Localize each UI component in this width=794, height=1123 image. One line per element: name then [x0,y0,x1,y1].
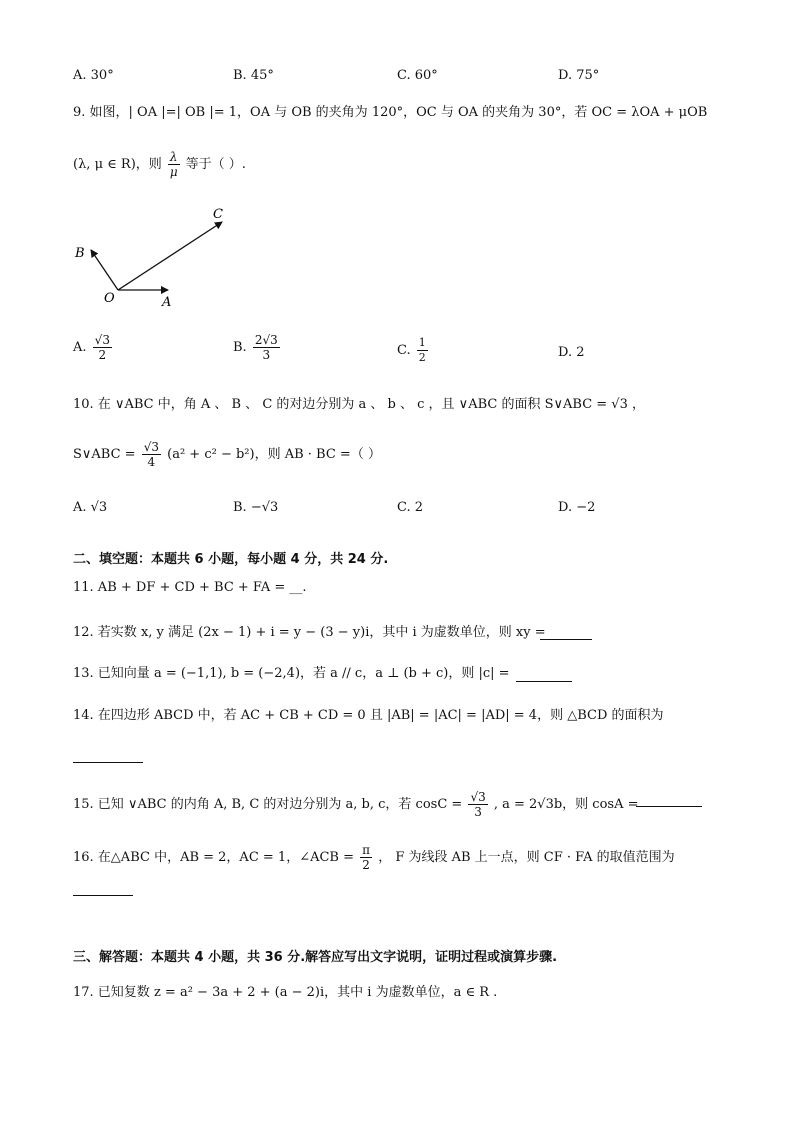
q8-option-b: B. 45° [233,68,274,83]
q16-stem-post: ， F 为线段 AB 上一点，则 CF · FA 的取值范围为 [378,850,675,865]
q9-option-a-label: A. [73,340,87,355]
q9-vector-figure [70,200,240,312]
q8-option-c: C. 60° [397,68,438,83]
section-3-heading: 三、解答题：本题共 4 小题，共 36 分.解答应写出文字说明，证明过程或演算步骤. [73,950,558,965]
q14-answer-blank [73,762,143,763]
q9-frac-num: λ [169,150,178,164]
q15-frac-num: √3 [470,790,486,804]
q15-fraction [468,790,487,819]
q10-option-d: D. −2 [558,500,596,515]
q9-option-c [397,336,430,365]
q9-option-b [233,333,282,362]
figure-label-a: A [162,295,172,310]
q9-fraction [168,150,180,179]
q16-answer-blank [73,895,133,896]
q9-option-a-frac [93,333,112,362]
q13-stem: 13. 已知向量 a = (−1,1), b = (−2,4)，若 a // c，a ⊥ (b + c)，则 |c| = [73,666,510,681]
q9-option-b-label: B. [233,340,247,355]
q17-stem: 17. 已知复数 z = a² − 3a + 2 + (a − 2)i，其中 i 为虚数单位，a ∈ R . [73,985,498,1000]
q10-stem-line2-post: (a² + c² − b²)，则 AB · BC =（ ） [167,447,381,462]
figure-label-o: O [104,291,115,306]
q10-stem-line2 [73,440,381,469]
q9-option-b-frac [253,333,280,362]
vector-oc-arrow [118,222,222,290]
q16-stem-pre: 16. 在△ABC 中，AB = 2，AC = 1，∠ACB = [73,850,355,865]
q10-option-b: B. −√3 [233,500,279,515]
q9-stem-line2-post: 等于（ ）. [185,157,246,172]
q15-frac-den: 3 [474,805,482,819]
q9-option-c-den: 2 [418,351,426,364]
vector-ob-arrow [91,250,118,290]
q15-stem-pre: 15. 已知 ∨ABC 的内角 A, B, C 的对边分别为 a, b, c，若 cosC = [73,797,463,812]
q16-stem [73,843,675,872]
q9-option-b-den: 3 [262,348,271,362]
q9-stem-line1: 9. 如图，| OA |=| OB |= 1，OA 与 OB 的夹角为 120°，OC 与 OA 的夹角为 30°，若 OC = λOA + μOB [73,105,708,120]
q10-frac-den: 4 [147,455,156,469]
q8-option-a: A. 30° [73,68,114,83]
q16-frac-num: π [362,843,371,857]
q9-option-a-num: √3 [94,333,110,347]
q9-option-a [73,333,114,362]
q14-stem: 14. 在四边形 ABCD 中，若 AC + CB + CD = 0 且 |AB| = |AC| = |AD| = 4，则 △BCD 的面积为 [73,708,664,723]
q10-option-a: A. √3 [73,500,108,515]
q9-option-c-label: C. [397,343,411,358]
q15-answer-blank [636,806,702,807]
q10-stem-line2-pre: S∨ABC = [73,447,136,462]
q9-stem-line2 [73,150,246,179]
q9-option-d: D. 2 [558,345,585,360]
q9-option-c-num: 1 [418,336,426,349]
q15-stem [73,790,639,819]
q9-option-a-den: 2 [98,348,107,362]
q10-fraction [142,440,161,469]
q9-frac-den: μ [169,165,178,179]
q12-answer-blank [540,639,592,640]
figure-label-b: B [75,246,85,261]
q10-frac-num: √3 [143,440,159,454]
figure-label-c: C [213,207,223,222]
q12-stem: 12. 若实数 x, y 满足 (2x − 1) + i = y − (3 − y)i，其中 i 为虚数单位，则 xy = [73,625,546,640]
q15-stem-post: , a = 2√3b，则 cosA = [493,797,639,812]
q11-stem: 11. AB + DF + CD + BC + FA = __. [73,580,307,595]
q13-answer-blank [516,681,572,682]
q16-frac-den: 2 [362,858,370,872]
q9-option-c-frac [417,336,428,365]
q10-stem-line1: 10. 在 ∨ABC 中，角 A 、 B 、 C 的对边分别为 a 、 b 、 c ，且 ∨ABC 的面积 S∨ABC = √3 ， [73,397,645,412]
q16-fraction [360,843,372,872]
q10-option-c: C. 2 [397,500,424,515]
q9-option-b-num: 2√3 [254,333,278,347]
q9-stem-line2-pre: (λ, μ ∈ R)，则 [73,157,162,172]
section-2-heading: 二、填空题：本题共 6 小题，每小题 4 分，共 24 分. [73,552,389,567]
q8-option-d: D. 75° [558,68,600,83]
